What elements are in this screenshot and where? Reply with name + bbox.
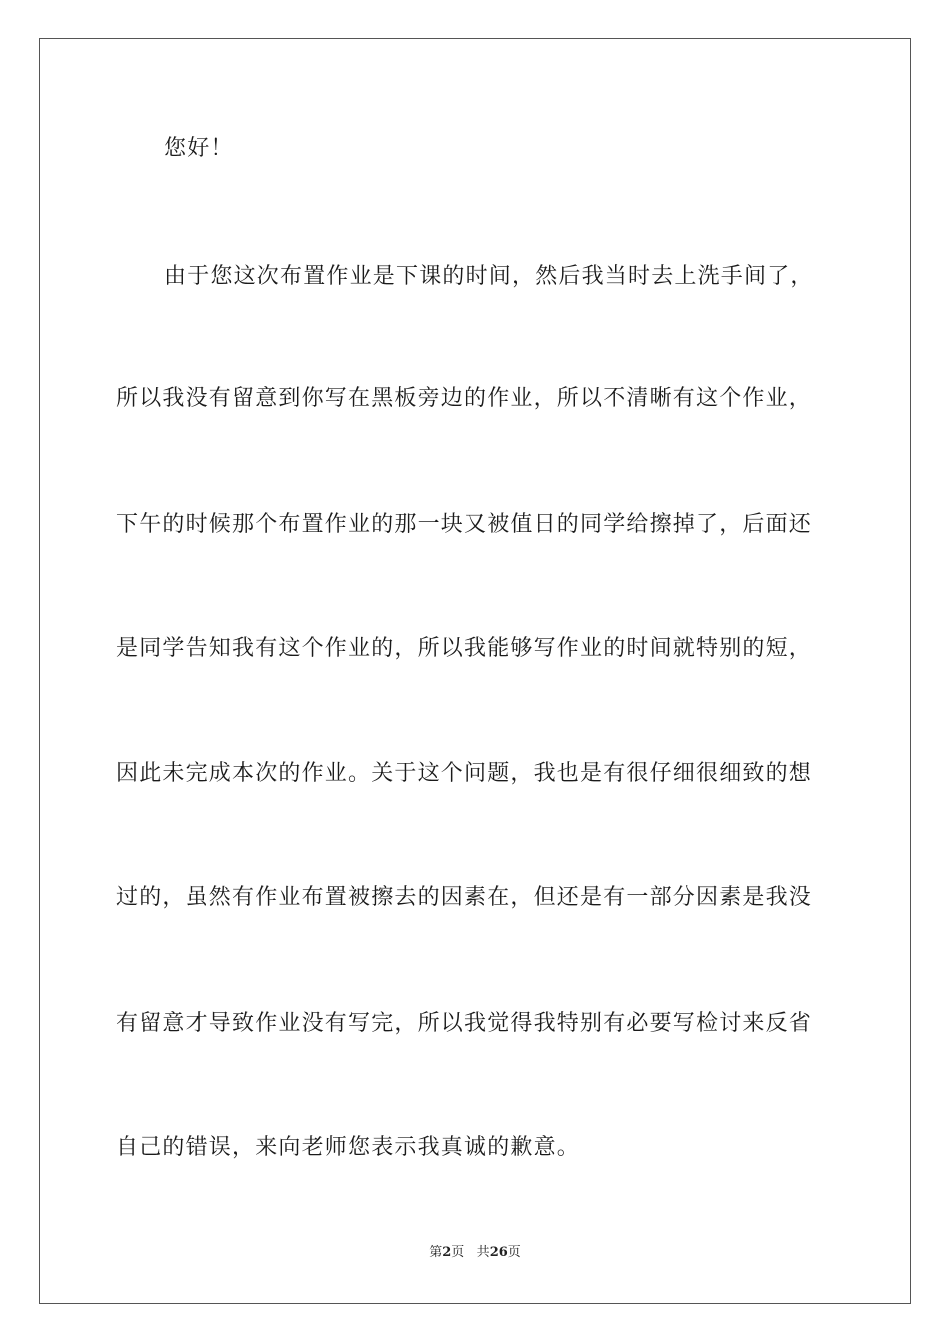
paragraph-line: 由于您这次布置作业是下课的时间，然后我当时去上洗手间了， xyxy=(164,264,814,289)
page-suffix: 页 xyxy=(451,1245,465,1260)
paragraph-line: 自己的错误，来向老师您表示我真诚的歉意。 xyxy=(116,1135,581,1160)
paragraph-line: 过的，虽然有作业布置被擦去的因素在，但还是有一部分因素是我没 xyxy=(116,885,813,910)
paragraph-line: 有留意才导致作业没有写完，所以我觉得我特别有必要写检讨来反省 xyxy=(116,1011,813,1036)
paragraph-line: 下午的时候那个布置作业的那一块又被值日的同学给擦掉了，后面还 xyxy=(116,512,813,537)
greeting: 您好！ xyxy=(164,136,234,161)
total-pages: 26 xyxy=(489,1245,508,1260)
page-number: 2 xyxy=(442,1245,452,1260)
paragraph-line: 因此未完成本次的作业。关于这个问题，我也是有很仔细很细致的想 xyxy=(116,761,813,786)
total-suffix: 页 xyxy=(507,1245,521,1260)
page-prefix: 第 xyxy=(429,1245,443,1260)
page-footer xyxy=(0,1244,950,1262)
total-prefix: 共 xyxy=(476,1245,490,1260)
page-border xyxy=(39,38,911,1304)
paragraph-line: 是同学告知我有这个作业的，所以我能够写作业的时间就特别的短， xyxy=(116,636,813,661)
paragraph-line: 所以我没有留意到你写在黑板旁边的作业，所以不清晰有这个作业， xyxy=(116,386,813,411)
